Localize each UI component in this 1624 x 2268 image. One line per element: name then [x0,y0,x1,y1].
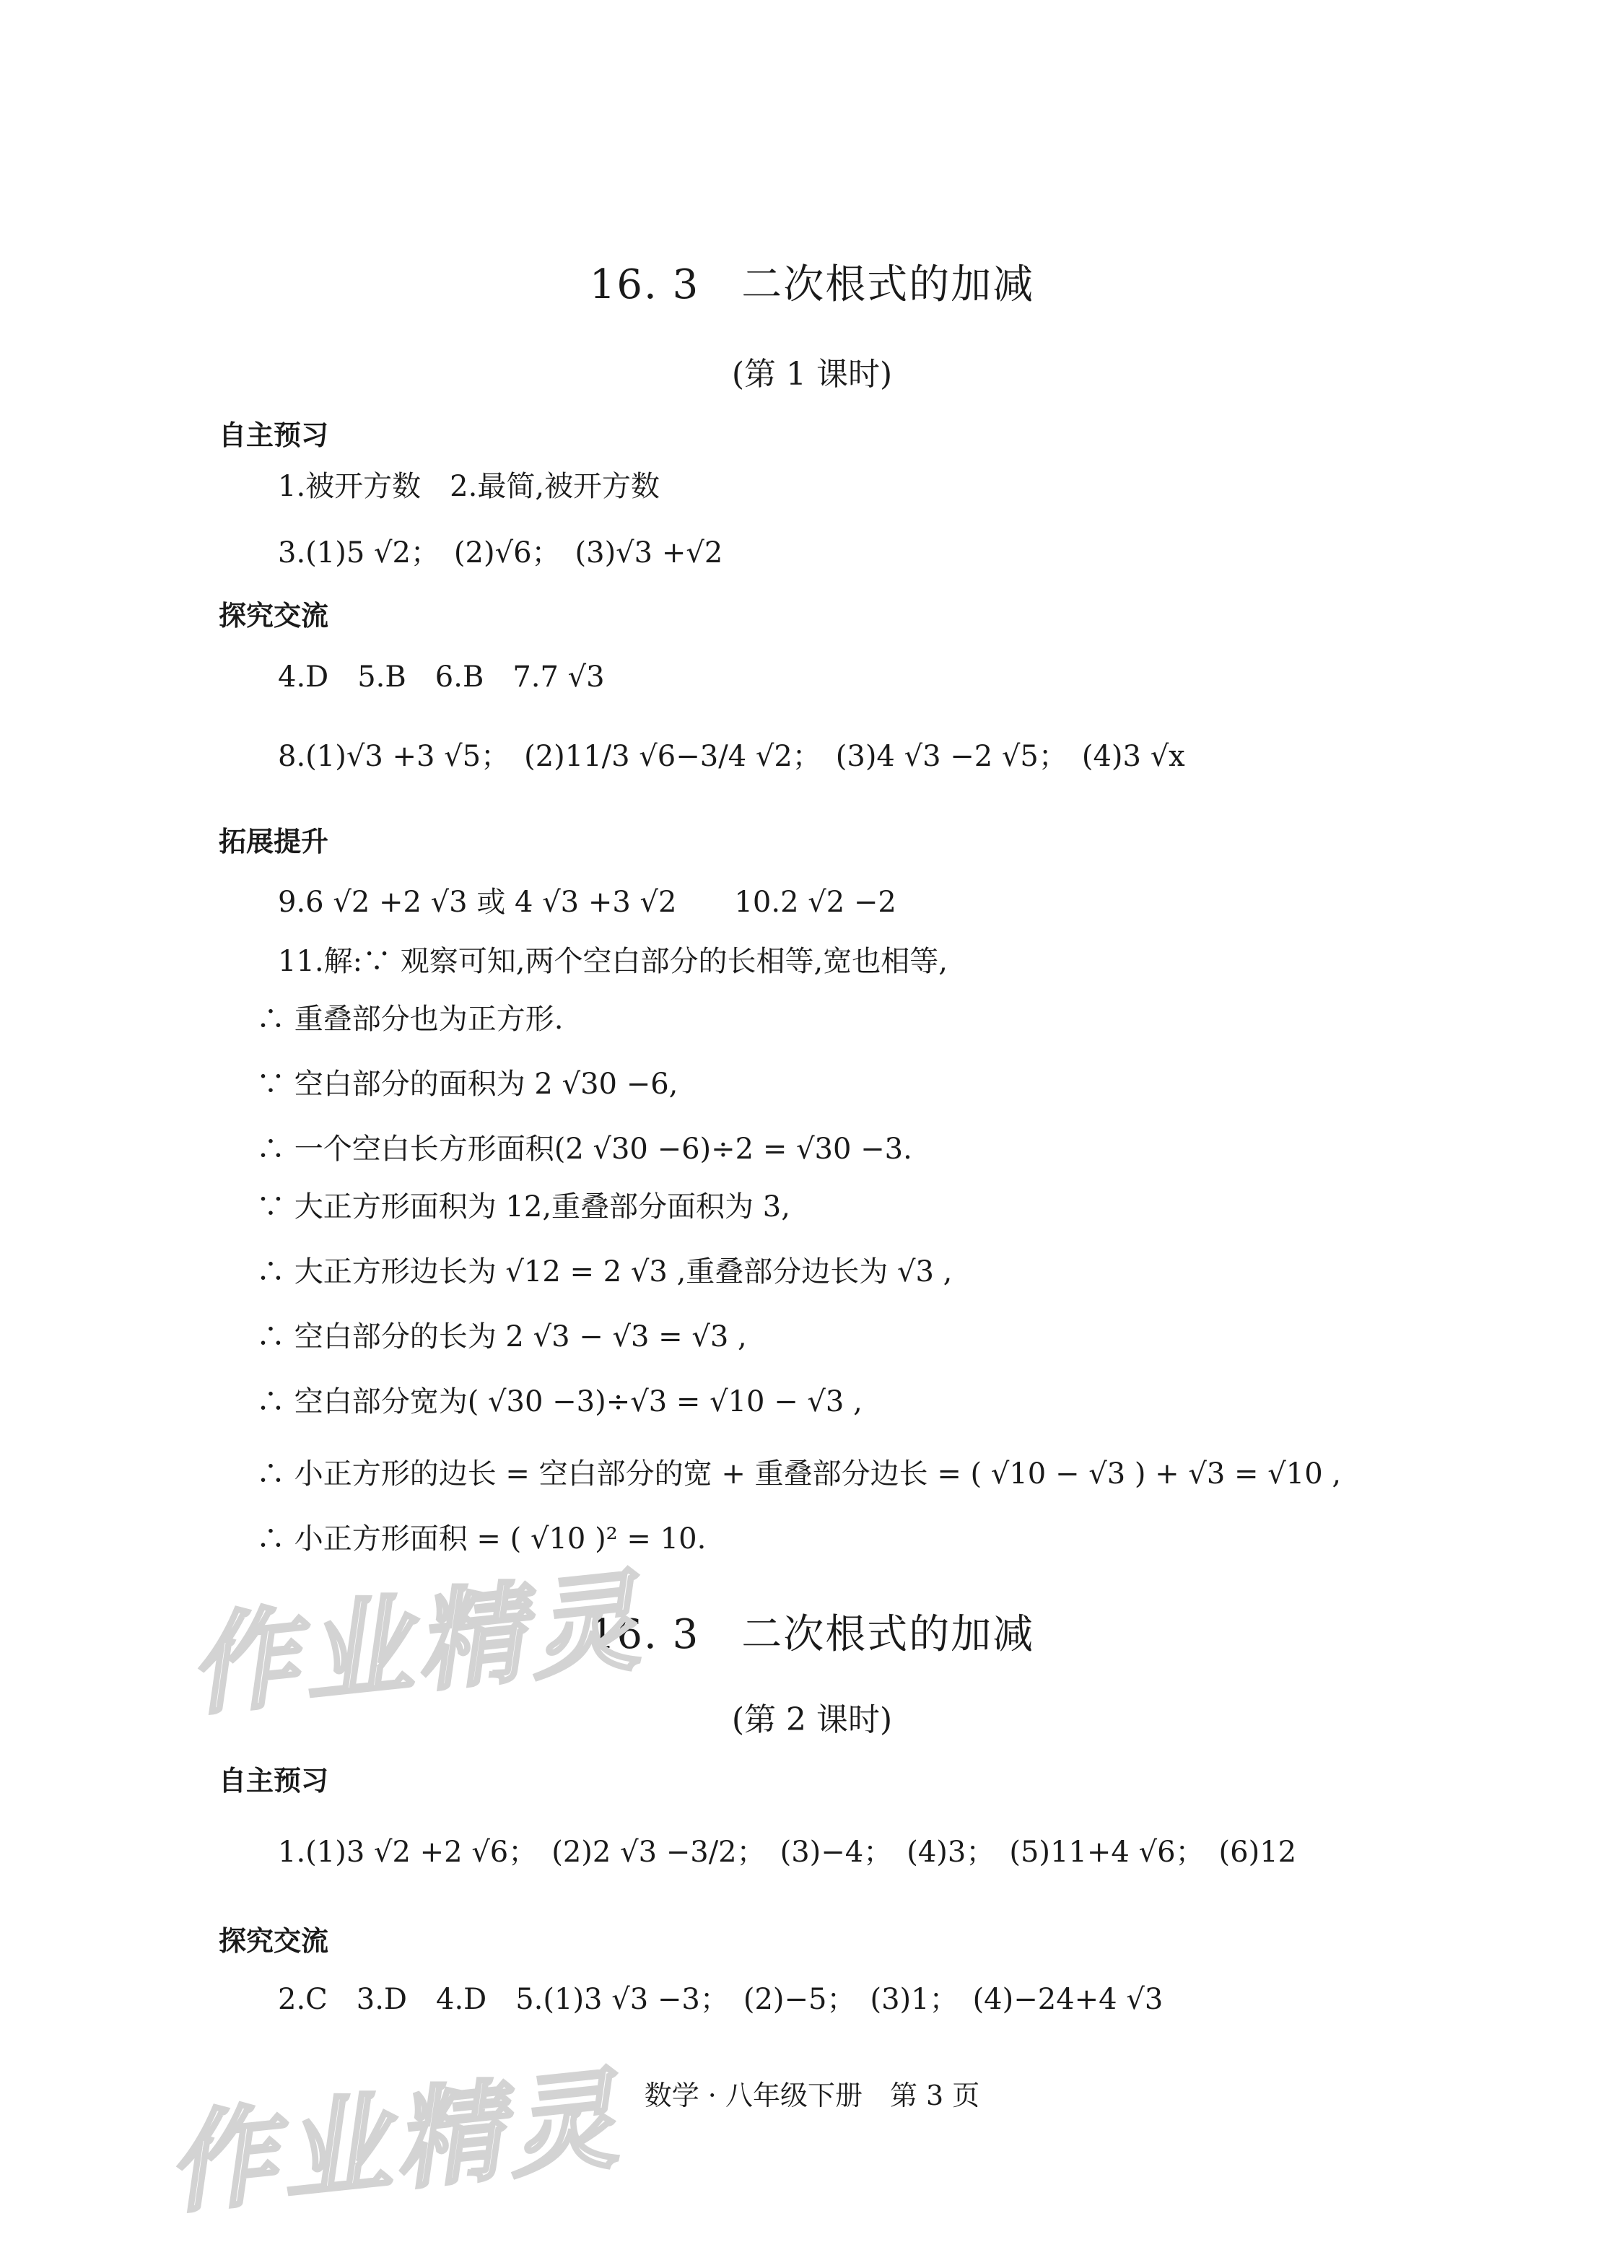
page-footer: 数学 · 八年级下册 第 3 页 [644,2080,980,2111]
section1-extend-line-1: 9.6 √2 +2 √3 或 4 √3 +3 √2 10.2 √2 −2 [278,886,896,919]
section1-extend-line-5: ∴ 一个空白长方形面积(2 √30 −6)÷2 = √30 −3. [256,1133,912,1166]
section1-extend-line-6: ∵ 大正方形面积为 12,重叠部分面积为 3, [256,1190,790,1224]
section1-title: 16. 3 二次根式的加减 [589,261,1035,308]
section1-extend-line-9: ∴ 空白部分宽为( √30 −3)÷√3 = √10 − √3 , [256,1385,863,1418]
section1-preview-line-1: 1.被开方数 2.最简,被开方数 [278,470,660,503]
section1-extend-line-8: ∴ 空白部分的长为 2 √3 − √3 = √3 , [256,1320,747,1353]
section1-extend-line-7: ∴ 大正方形边长为 √12 = 2 √3 ,重叠部分边长为 √3 , [256,1255,953,1288]
section1-preview-heading: 自主预习 [219,419,329,451]
section1-explore-line-2: 8.(1)√3 +3 √5； (2)11/3 √6−3/4 √2； (3)4 √3 −2 √5； (4)3 √x [278,740,1185,773]
section1-extend-heading: 拓展提升 [219,826,329,858]
watermark-2: 作业精灵 [161,2056,629,2229]
section2-title: 16. 3 二次根式的加减 [589,1611,1035,1658]
section1-explore-heading: 探究交流 [219,600,329,632]
section1-extend-line-2: 11.解:∵ 观察可知,两个空白部分的长相等,宽也相等, [278,945,948,978]
section1-explore-line-1: 4.D 5.B 6.B 7.7 √3 [278,660,605,694]
section1-subtitle: (第 1 课时) [731,356,893,393]
section2-explore-heading: 探究交流 [219,1925,329,1957]
section1-preview-line-2: 3.(1)5 √2； (2)√6； (3)√3 +√2 [278,536,723,570]
section2-explore-line-1: 2.C 3.D 4.D 5.(1)3 √3 −3； (2)−5； (3)1； (4)−24+4 √3 [278,1983,1164,2016]
section2-preview-line-1: 1.(1)3 √2 +2 √6； (2)2 √3 −3/2； (3)−4； (4)3； (5)11+4 √6； (6)12 [278,1836,1297,1869]
section2-subtitle: (第 2 课时) [731,1701,893,1738]
section2-preview-heading: 自主预习 [219,1765,329,1797]
section1-extend-line-10: ∴ 小正方形的边长 = 空白部分的宽 + 重叠部分边长 = ( √10 − √3 ) + √3 = √10 , [256,1457,1342,1491]
section1-extend-line-3: ∴ 重叠部分也为正方形. [256,1003,564,1036]
section1-extend-line-4: ∵ 空白部分的面积为 2 √30 −6, [256,1068,678,1101]
section1-extend-line-11: ∴ 小正方形面积 = ( √10 )² = 10. [256,1522,707,1556]
watermark-1: 作业精灵 [183,1558,650,1731]
